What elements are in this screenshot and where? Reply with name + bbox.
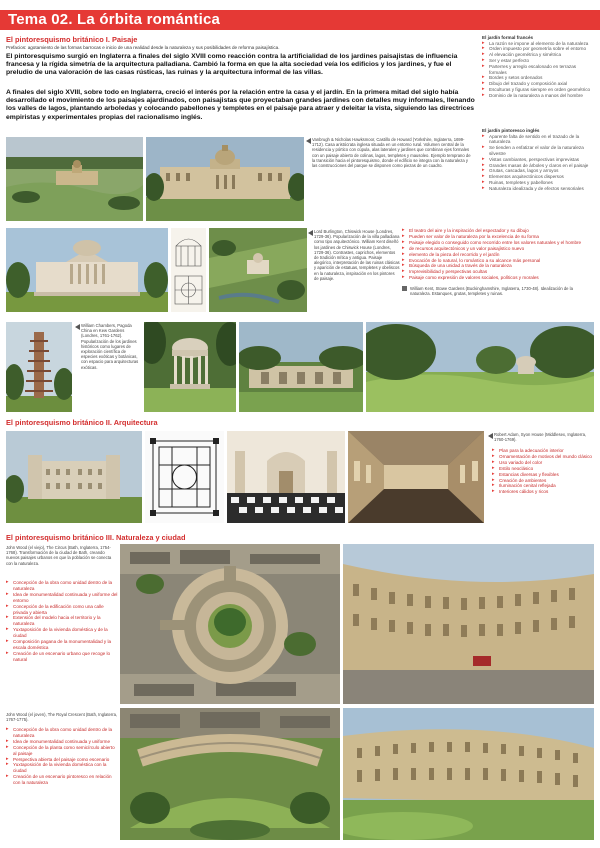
list-item: ▸ Yuxtaposición de la vivienda doméstica con la ciudad: [6, 762, 118, 774]
the-circus-aerial-photo: [120, 544, 340, 704]
kew-pagoda-photo: [6, 322, 72, 412]
stowe-landscape-photo: [366, 322, 594, 412]
list-item: ▸ Idea de monumentalidad continuada y uniforme del entorno: [6, 592, 118, 604]
list-item: ▸ Perspectiva abierta del paisaje como escenario: [6, 757, 118, 763]
list-item: ▸ Composición pagana de la monumentalidad y la escala doméstica: [6, 639, 118, 651]
circus-features-list: [6, 580, 118, 663]
list-item: ▸ Paisaje como expresión de valores sociales, políticos y morales: [402, 275, 594, 281]
syon-house-features-list: [492, 448, 594, 495]
list-item: ▸ Pueden ser valor de la naturaleza por la excelencia de su forma: [402, 234, 594, 240]
section-heading-ciudad: El pintoresquismo británico III. Naturaleza y ciudad: [6, 533, 186, 542]
list-item: ▸ Ornamentación de motivos del mundo clásico: [492, 454, 594, 460]
list-item: ▸ Al elevación geométrica y simétrica: [482, 52, 594, 58]
list-item: ▸ Grandes masas de árboles y claros en el paisaje: [482, 163, 594, 169]
circus-caption: John Wood (el viejo), The Circus (Bath, Inglaterra, 1754-1768). Transformación de la ciudad de Bath, creando nuevos paisajes urbanos en que la población se conecta con la naturaleza.: [6, 545, 112, 566]
intro-paragraph-1: El pintoresquismo surgió en Inglaterra a finales del siglo XVIII como reacción contra la artificialidad de los jardines paisajistas de influencia francesa y la rígida simetría de la arquitectura palladiana. Cambió la forma en que la alta sociedad veía los edificios y los jardines, y fue el preludio de una valoración de las casas rústicas, las ruinas y la arquitectura informal de las villas.: [6, 53, 458, 77]
castle-howard-caption: Vanbrugh & Nicholas Hawksmoor, Castillo de Howard (Yorkshire, Inglaterra, 1699-1712). Casa aristócrata inglesa situada en un entorno rural. Volumen central de la residencia y pórtico con cúpula, alas laterales y jardines que combinan ejes formales con un paisaje abierto de colinas, lagos, templetes y mausoleo. Ejemplo temprano de la transición hacia el pintoresquismo, donde el edificio se integra con la naturaleza y las construcciones del parque se disponen como piezas de un cuadro.: [312, 137, 471, 169]
list-item: ▸ Evocación de lo natural, lo romántico a su alcance más personal: [402, 258, 594, 264]
list-item: ▸ Parterres y arreglo escalonado en terrazas formales: [482, 64, 594, 76]
list-item: ▸ Dibujo del trazado y composición axial: [482, 81, 594, 87]
list-item: ▸ Búsqueda de una unidad a través de la naturaleza: [402, 263, 594, 269]
syon-house-long-gallery-photo: [348, 431, 484, 523]
list-item: ▸ Estilo neoclásico: [492, 466, 594, 472]
list-item: ▸ Uso variado del color: [492, 460, 594, 466]
list-item: ▸ Esculturas y figuras siempre en orden geométrico: [482, 87, 594, 93]
syon-house-great-hall-photo: [227, 431, 345, 523]
chiswick-section-drawing: [171, 228, 206, 312]
list-item: ▸ Idea de monumentalidad continuada y uniforme: [6, 739, 118, 745]
royal-crescent-aerial-photo: [120, 708, 340, 840]
castle-howard-facade-photo: [146, 137, 304, 221]
caption-pointer-icon: [75, 324, 80, 330]
chiswick-house-photo: [6, 228, 168, 312]
list-item: ▸ Plan para la adecuación interior: [492, 448, 594, 454]
list-item: ▸ Interiores cálidos y ricos: [492, 489, 594, 495]
english-garden-heading: El jardín pintoresco inglés: [482, 128, 540, 133]
english-garden-list: [482, 134, 594, 192]
list-item: ▸ Creación de ambientes: [492, 478, 594, 484]
list-item: ▸ Concepción de la obra como unidad dentro de la naturaleza: [6, 580, 118, 592]
list-item: ▸ Creación de un escenario pintoresco en relación con la naturaleza: [6, 774, 118, 786]
chiswick-caption: Lord Burlington, Chiswick House (Londres, 1729-36). Popularización de la villa palladiana como tipo arquitectónico. William Kent diseñó los jardines de Chiswick House (Londres, 1729-36). Contrastes, caprichos, elementos de tradición mítica y antigua. Paisaje alegórico, interpretación de las ruinas clásicas y aparición de estatuas, templetes y obeliscos en la naturaleza, inspiración en los pintores de paisaje.: [314, 229, 400, 281]
list-item: ▸ Yuxtaposición de la vivienda doméstica y de la ciudad: [6, 627, 118, 639]
list-item: ▸ Iluminación cenital reflejada: [492, 483, 594, 489]
list-item: ▸ Estancias diversas y flexibles: [492, 472, 594, 478]
list-item: ▸ Bordes y setos ordenados: [482, 75, 594, 81]
list-item: ▸ Imprevisibilidad y perspectivas ocultas: [402, 269, 594, 275]
kew-caption: William Chambers, Pagoda China en Kew Gardens (Londres, 1761-1762). Popularización de los jardines históricos como lugares de exploración científica de especies exóticas y botánicas, con espacio para arquitecturas exóticas.: [81, 323, 139, 370]
royal-crescent-features-list: [6, 727, 118, 786]
list-item: ▸ Elementos arquitectónicos dispersos: [482, 174, 594, 180]
intro-paragraph-2: A finales del siglo XVIII, sobre todo en Inglaterra, creció el interés por la relación entre la casa y el jardín. En la primera mitad del siglo había desarrollado el movimiento de los paisajes ajardinados, con paisajistas que proyectaban grandes jardines con detalles muy informales, llenando los valles de lagos, plantando arboledas y colocando pabellones y templetes en el paisaje para atraer y deleitar la vista, siguiendo las directrices empiristas y experimentales propias del racionalismo inglés.: [6, 89, 475, 121]
title-bar: [0, 10, 600, 30]
list-item: ▸ Concepción de la planta como semicírculo abierto al paisaje: [6, 745, 118, 757]
formal-garden-heading: El jardín formal francés: [482, 35, 534, 40]
section-heading-paisaje: El pintoresquismo británico I. Paisaje: [6, 35, 138, 44]
list-item: ▸ Ruinas, templetes y pabellones: [482, 180, 594, 186]
chiswick-gardens-aerial-photo: [209, 228, 307, 312]
list-item: ▸ Extensión del modelo hacia el territorio y la naturaleza: [6, 615, 118, 627]
list-item: ▸ Paisaje elegido o conseguido como recorrido entre los valores naturales y el hombre: [402, 240, 594, 246]
formal-garden-box: [482, 35, 594, 99]
list-item: ▸ Concepción de la obra como unidad dentro de la naturaleza: [6, 727, 118, 739]
list-item: ▸ Concepción de la edificación como una calle privada y abierta: [6, 604, 118, 616]
the-circus-street-photo: [343, 544, 594, 704]
syon-house-caption: Robert Adam, Syon House (Middlesex, Inglaterra, 1760-1769).: [494, 432, 587, 443]
list-item: ▸ La razón se impone al elemento de la naturaleza: [482, 41, 594, 47]
castle-howard-aerial-photo: [6, 137, 143, 221]
royal-crescent-facade-photo: [343, 708, 594, 840]
list-item: ▸ Aparente falta de sentido en el trazado de la naturaleza: [482, 134, 594, 146]
caption-pointer-icon: [306, 138, 311, 144]
picturesque-principles-list: [402, 228, 594, 281]
english-garden-box: [482, 128, 594, 192]
list-item: ▸ Ser y estar perfecto: [482, 58, 594, 64]
list-item: ▸ Naturaleza idealizada y de efectos sensoriales: [482, 186, 594, 192]
caption-pointer-icon: [308, 230, 313, 236]
syon-house-exterior-photo: [6, 431, 142, 523]
stowe-bridge-photo: [239, 322, 363, 412]
list-item: ▸ Grutas, cascadas, lagos y arroyos: [482, 168, 594, 174]
page-title: Tema 02. La órbita romántica: [8, 11, 221, 28]
list-item: ▸ de recursos arquitectónicos y un valor paisajístico nuevo: [402, 246, 594, 252]
list-item: ▸ Vistas cambiantes, perspectivas imprevistas: [482, 157, 594, 163]
caption-pointer-icon: [488, 433, 493, 439]
list-item: ▸ elemento de la pieza del recorrido y el jardín: [402, 252, 594, 258]
formal-garden-list: [482, 41, 594, 99]
stowe-caption: William Kent, Stowe Gardens (Buckinghamshire, Inglaterra, 1730-48). Idealización de la naturaleza. Estanques, grutas, templetes y ruinas.: [410, 286, 573, 297]
intro-small-text: Prefacios: agotamiento de las formas barrocas e inicio de una realidad desde la naturaleza y sus posibilidades de reforma paisajística.: [6, 45, 280, 50]
list-item: ▸ El teatro del aire y la inspiración del espectador y su dibujo: [402, 228, 594, 234]
syon-house-plan-drawing: [145, 431, 224, 523]
list-item: ▸ Dominio de la naturaleza a manos del hombre: [482, 93, 594, 99]
list-item: ▸ Se tienden a enfatizar el valor de la naturaleza silvestre: [482, 145, 594, 157]
list-item: ▸ Creación de un escenario urbano que recoge lo natural: [6, 651, 118, 663]
stowe-temple-photo: [144, 322, 236, 412]
caption-marker-icon: [402, 286, 407, 291]
list-item: ▸ Orden impuesto por geometría sobre el entorno: [482, 46, 594, 52]
section-heading-arquitectura: El pintoresquismo británico II. Arquitectura: [6, 418, 158, 427]
royal-crescent-caption: John Wood (el joven), The Royal Crescent (Bath, Inglaterra, 1767-1775).: [6, 712, 118, 723]
